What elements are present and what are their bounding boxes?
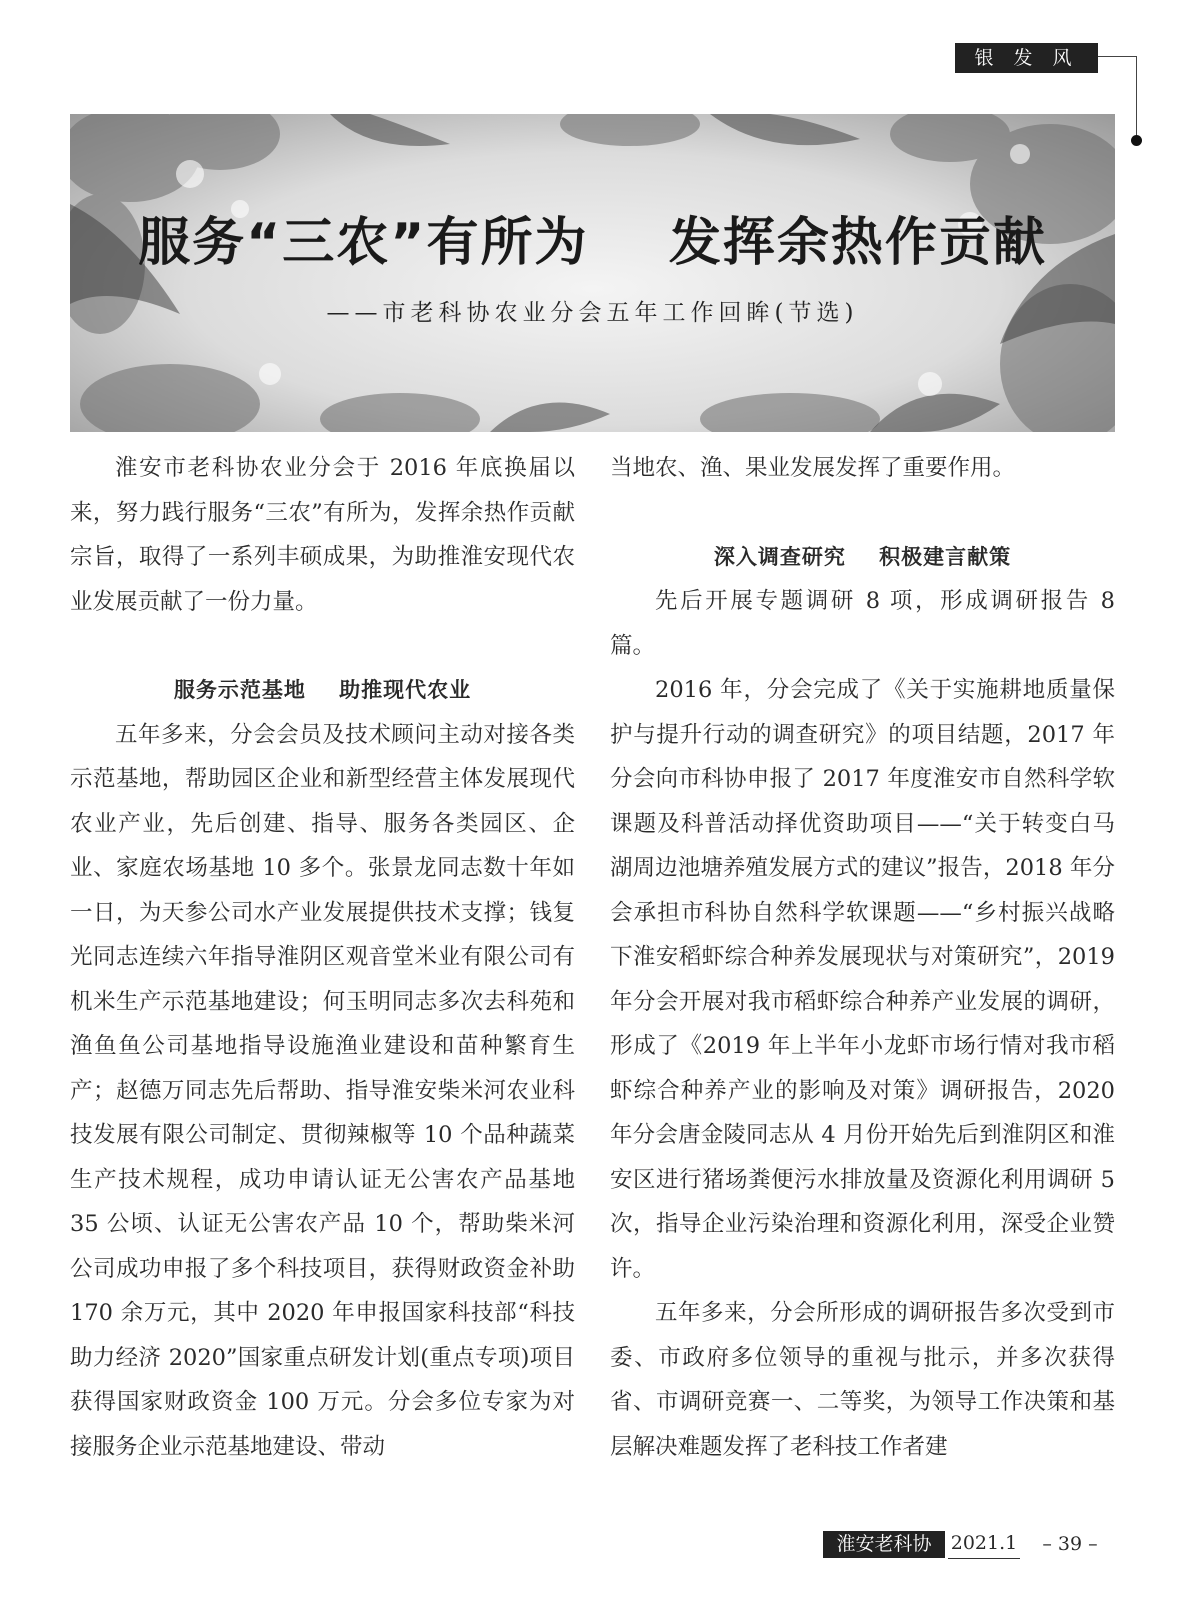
intro-paragraph: 淮安市老科协农业分会于 2016 年底换届以来，努力践行服务“三农”有所为，发挥余热作贡献宗旨，取得了一系列丰硕成果，为助推淮安现代农业发展贡献了一份力量。 <box>70 455 575 615</box>
article-title: 服务“三农”有所为 发挥余热作贡献 <box>138 213 1047 273</box>
left-column <box>70 446 575 1469</box>
body-paragraph-2: 先后开展专题调研 8 项，形成调研报告 8 篇。 <box>610 588 1115 659</box>
continued-paragraph: 当地农、渔、果业发展发挥了重要作用。 <box>610 455 1016 481</box>
magazine-name: 淮安老科协 <box>823 1531 945 1558</box>
body-paragraph-4: 五年多来，分会所形成的调研报告多次受到市委、市政府多位领导的重视与批示，并多次获得省、市调研竞赛一、二等奖，为领导工作决策和基层解决难题发挥了老科技工作者建 <box>610 1300 1115 1460</box>
title-banner <box>70 114 1115 432</box>
section-heading-1: 服务示范基地 助推现代农业 <box>173 678 472 702</box>
section-heading-2: 深入调查研究 积极建言献策 <box>713 544 1012 569</box>
tag-connector-line-vertical <box>1136 56 1137 140</box>
right-column <box>610 446 1115 1469</box>
section-tag: 银 发 风 采 <box>955 43 1098 73</box>
tag-connector-line <box>1098 56 1136 57</box>
issue-number: 2021.1 <box>948 1529 1020 1559</box>
page-number: – 39 – <box>1042 1533 1098 1555</box>
body-paragraph-3: 2016 年，分会完成了《关于实施耕地质量保护与提升行动的调查研究》的项目结题，2017 年分会向市科协申报了 2017 年度淮安市自然科学软课题及科普活动择优资助项目——“关于转变白马湖周边池塘养殖发展方式的建议”报告，2018 年分会承担市科协自然科学软课题——“乡村振兴战略下淮安稻虾综合种养发展现状与对策研究”，2019 年分会开展对我市稻虾综合种养产业发展的调研，形成了《2019 年上半年小龙虾市场行情对我市稻虾综合种养产业的影响及对策》调研报告，2020 年分会唐金陵同志从 4 月份开始先后到淮阴区和淮安区进行猪场粪便污水排放量及资源化利用调研 5 次，指导企业污染治理和资源化利用，深受企业赞许。 <box>610 677 1115 1282</box>
article-subtitle: ——市老科协农业分会五年工作回眸(节选) <box>326 300 859 326</box>
body-paragraph-1: 五年多来，分会会员及技术顾问主动对接各类示范基地，帮助园区企业和新型经营主体发展现代农业产业，先后创建、指导、服务各类园区、企业、家庭农场基地 10 多个。张景龙同志数十年如一日，为天参公司水产业发展提供技术支撑；钱复光同志连续六年指导淮阴区观音堂米业有限公司有机米生产示范基地建设；何玉明同志多次去科苑和渔鱼鱼公司基地指导设施渔业建设和苗种繁育生产；赵德万同志先后帮助、指导淮安柴米河农业科技发展有限公司制定、贯彻辣椒等 10 个品种蔬菜生产技术规程，成功申请认证无公害农产品基地 35 公顷、认证无公害农产品 10 个，帮助柴米河公司成功申报了多个科技项目，获得财政资金补助 170 余万元，其中 2020 年申报国家科技部“科技助力经济 2020”国家重点研发计划(重点专项)项目获得国家财政资金 100 万元。分会多位专家为对接服务企业示范基地建设、带动 <box>70 721 575 1460</box>
tag-dot <box>1131 135 1142 146</box>
